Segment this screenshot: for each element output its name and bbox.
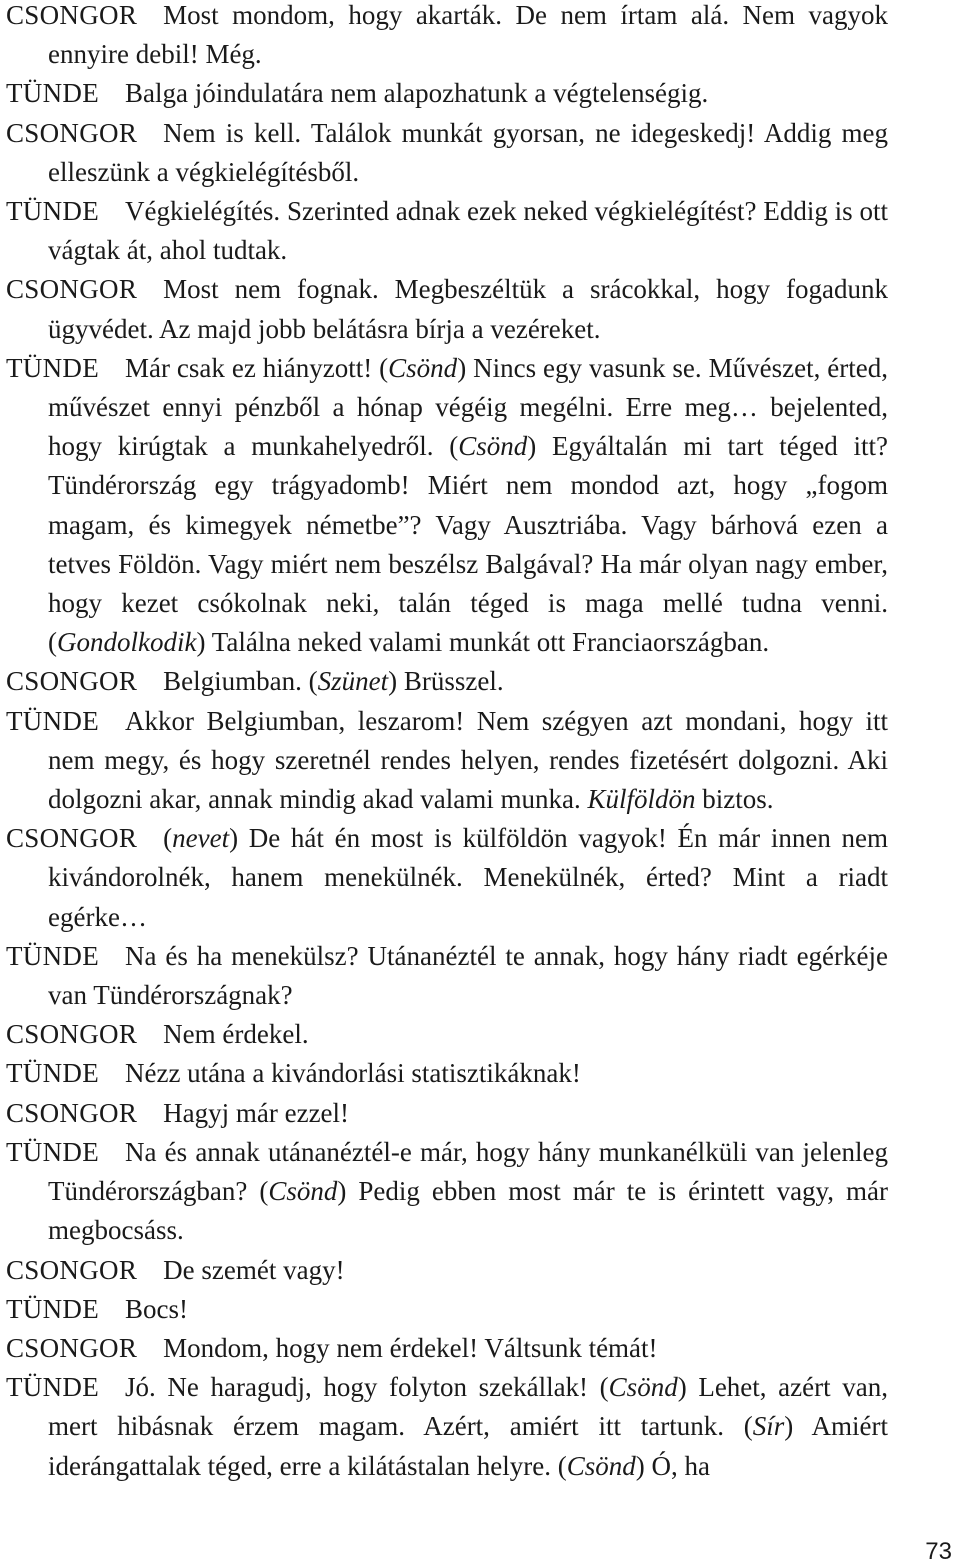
dialogue-text: Most nem fognak. Megbeszéltük a srácokkal, hogy fogadunk ügyvédet. Az majd jobb belátásra bírja a vezéreket.	[48, 274, 888, 344]
dialogue-entry	[6, 1290, 888, 1329]
dialogue-entry	[6, 702, 888, 820]
dialogue-text: ) Találna neked valami munkát ott Franciaországban.	[196, 627, 770, 658]
dialogue-entry	[6, 1094, 888, 1133]
dialogue-text: Belgiumban. (	[163, 666, 318, 697]
dialogue-entry	[6, 1368, 888, 1486]
speaker-name: TÜNDE	[6, 940, 99, 971]
speaker-name: TÜNDE	[6, 1372, 99, 1403]
stage-direction: Csönd	[566, 1450, 636, 1481]
dialogue-entry	[6, 1329, 888, 1368]
stage-direction: Sír	[752, 1411, 785, 1442]
dialogue-text: Nem érdekel.	[163, 1019, 309, 1050]
dialogue-text: Balga jóindulatára nem alapozhatunk a végtelenségig.	[124, 78, 709, 109]
dialogue-text: ) Ó, ha	[635, 1450, 710, 1481]
dialogue-text: ) Amiért iderángattalak téged, erre a kilátástalan helyre. (	[48, 1411, 889, 1481]
page-number: 73	[925, 1538, 952, 1565]
stage-direction: Külföldön	[587, 784, 696, 815]
dialogue-entry	[6, 1015, 888, 1054]
speaker-name: TÜNDE	[6, 1293, 99, 1324]
stage-direction: Gondolkodik	[57, 627, 197, 658]
dialogue-entry	[6, 114, 888, 192]
dialogue-text: ) Egyáltalán mi tart téged itt? Tündérország egy trágyadomb! Miért nem mondod azt, hogy „fogom magam, és kimegyek németbe”? Vagy Ausztriába. Vagy bárhová ezen a tetves Földön. Vagy miért nem beszélsz Balgával? Ha már olyan nagy ember, hogy kezet csókolnak neki, talán téged is maga mellé tudna venni. (	[48, 431, 888, 658]
stage-direction: Csönd	[268, 1176, 338, 1207]
dialogue-text: De szemét vagy!	[163, 1254, 345, 1285]
dialogue-text: Bocs!	[124, 1293, 188, 1324]
dialogue-entry	[6, 1133, 888, 1251]
dialogue-text: Akkor Belgiumban, leszarom! Nem szégyen azt mondani, hogy itt nem megy, és hogy szeretnél rendes helyen, rendes fizetésért dolgozni. Aki dolgozni akar, annak mindig akad valami munka.	[48, 705, 888, 815]
speaker-name: CSONGOR	[6, 1332, 138, 1363]
dialogue-text: biztos.	[695, 784, 774, 815]
speaker-name: TÜNDE	[6, 1136, 99, 1167]
stage-direction: nevet	[172, 823, 230, 854]
play-script	[6, 0, 888, 1486]
dialogue-text: ) De hát én most is külföldön vagyok! Én már innen nem kivándorolnék, hanem menekülnék. Menekülnék, érted? Mint a riadt egérke…	[48, 823, 888, 932]
speaker-name: CSONGOR	[6, 1097, 138, 1128]
dialogue-entry	[6, 349, 888, 663]
dialogue-entry	[6, 1251, 888, 1290]
dialogue-text: Nem is kell. Találok munkát gyorsan, ne idegeskedj! Addig meg elleszünk a végkielégítésből.	[48, 117, 888, 187]
dialogue-entry	[6, 74, 888, 113]
dialogue-text: ) Pedig ebben most már te is érintett vagy, már megbocsáss.	[48, 1176, 888, 1246]
dialogue-text: Na és annak utánanéztél-e már, hogy hány munkanélküli van jelenleg Tündérországban? (	[48, 1136, 888, 1207]
speaker-name: CSONGOR	[6, 117, 138, 148]
dialogue-text: Jó. Ne haragudj, hogy folyton szekállak! (	[124, 1372, 609, 1403]
stage-direction: Csönd	[608, 1372, 678, 1403]
dialogue-text: Mondom, hogy nem érdekel! Váltsunk témát!	[163, 1332, 658, 1363]
stage-direction: Szünet	[317, 666, 389, 697]
dialogue-text: Hagyj már ezzel!	[163, 1097, 350, 1128]
dialogue-entry	[6, 1054, 888, 1093]
dialogue-text: ) Nincs egy vasunk se. Művészet, érted, művészet ennyi pénzből a hónap végéig megélni. Erre meg… bejelented, hogy kirúgtak a munkahelyedről. (	[48, 352, 888, 462]
speaker-name: CSONGOR	[6, 0, 138, 30]
dialogue-entry	[6, 0, 888, 74]
dialogue-text: ) Brüsszel.	[388, 666, 504, 697]
dialogue-entry	[6, 937, 888, 1015]
speaker-name: CSONGOR	[6, 1019, 138, 1050]
dialogue-text: Nézz utána a kivándorlási statisztikáknak!	[124, 1058, 581, 1089]
speaker-name: TÜNDE	[6, 352, 99, 383]
stage-direction: Csönd	[458, 431, 528, 462]
dialogue-text: Már csak ez hiányzott! (	[124, 352, 389, 383]
speaker-name: TÜNDE	[6, 705, 99, 736]
dialogue-entry	[6, 662, 888, 701]
speaker-name: TÜNDE	[6, 78, 99, 109]
speaker-name: CSONGOR	[6, 823, 138, 854]
dialogue-text: (	[163, 823, 173, 854]
dialogue-text: ) Lehet, azért van, mert hibásnak érzem magam. Azért, amiért itt tartunk. (	[48, 1372, 888, 1442]
dialogue-text: Végkielégítés. Szerinted adnak ezek neked végkielégítést? Eddig is ott vágtak át, ahol tudtak.	[48, 196, 888, 266]
speaker-name: TÜNDE	[6, 196, 99, 227]
speaker-name: CSONGOR	[6, 666, 138, 697]
dialogue-entry	[6, 192, 888, 270]
dialogue-entry	[6, 270, 888, 348]
speaker-name: CSONGOR	[6, 274, 138, 305]
speaker-name: CSONGOR	[6, 1254, 138, 1285]
speaker-name: TÜNDE	[6, 1058, 99, 1089]
stage-direction: Csönd	[388, 352, 458, 383]
dialogue-entry	[6, 819, 888, 937]
dialogue-text: Na és ha menekülsz? Utánanéztél te annak, hogy hány riadt egérkéje van Tündérországnak?	[48, 940, 888, 1011]
dialogue-text: Most mondom, hogy akarták. De nem írtam alá. Nem vagyok ennyire debil! Még.	[48, 0, 888, 70]
